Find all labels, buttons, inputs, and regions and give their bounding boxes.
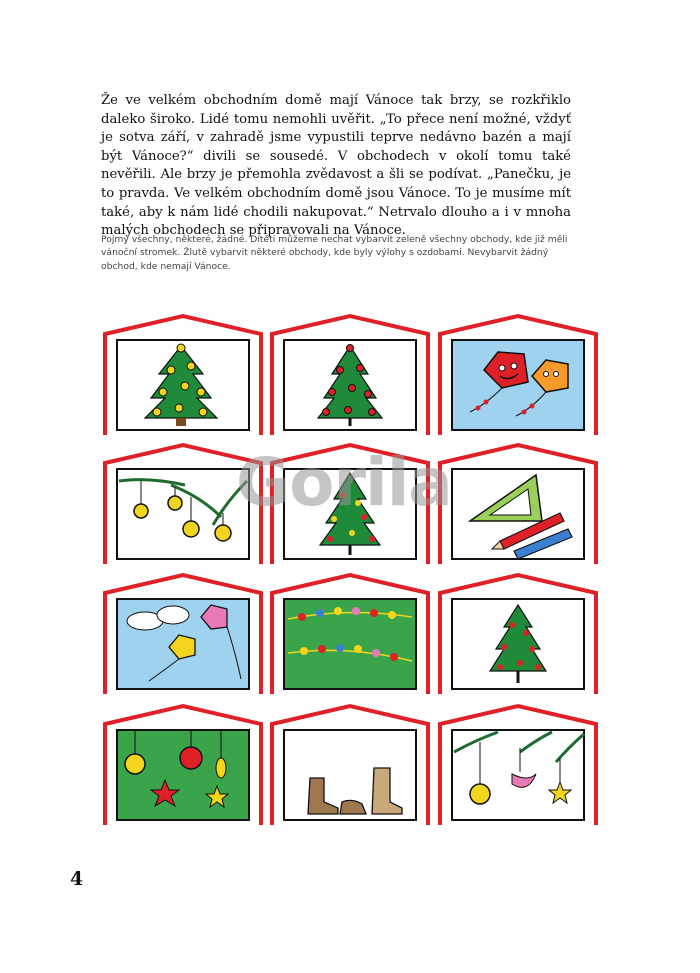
shop-9[interactable] <box>436 571 600 694</box>
story-text: Že ve velkém obchodním domě mají Vánoce tak brzy, se rozkřiklo daleko široko. Lidé tomu nemohli uvěřit. „To přece není možné, vždyť je sotva září, v zahradě jsme vypustili teprve nedávno bazén a mají být Vánoce?“ divili se sousedé. V obchodech v okolí tomu také nevěřili. Ale brzy je přemohla zvědavost a šli se podívat. „Panečku, je to pravda. Ve velkém obchodním domě jsou Vánoce. To je musíme mít také, aby k nám lidé chodili nakupovat.“ Netrvalo dlouho a i v mnoha malých obchodech se připravovali na Vánoce. <box>101 93 571 239</box>
instructions-text: Pojmy všechny, některé, žádné. Dítěti můžeme nechat vybarvit zeleně všechny obchody, kde již měli vánoční stromek. Žlutě vybarvit některé obchody, kde byly výlohy s ozdobami. Nevybarvit žádný obchod, kde nemají Vánoce. <box>101 234 568 272</box>
shop-8[interactable] <box>268 571 432 694</box>
shop-2[interactable] <box>268 312 432 435</box>
page-number: 4 <box>70 868 84 890</box>
shop-5[interactable] <box>268 441 432 564</box>
shop-7[interactable] <box>101 571 265 694</box>
shop-11[interactable] <box>268 702 432 825</box>
shop-4[interactable] <box>101 441 265 564</box>
shop-6[interactable] <box>436 441 600 564</box>
shop-10[interactable] <box>101 702 265 825</box>
watermark: Gorila <box>236 444 452 521</box>
shop-12[interactable] <box>436 702 600 825</box>
shop-1[interactable] <box>101 312 265 435</box>
shop-3[interactable] <box>436 312 600 435</box>
